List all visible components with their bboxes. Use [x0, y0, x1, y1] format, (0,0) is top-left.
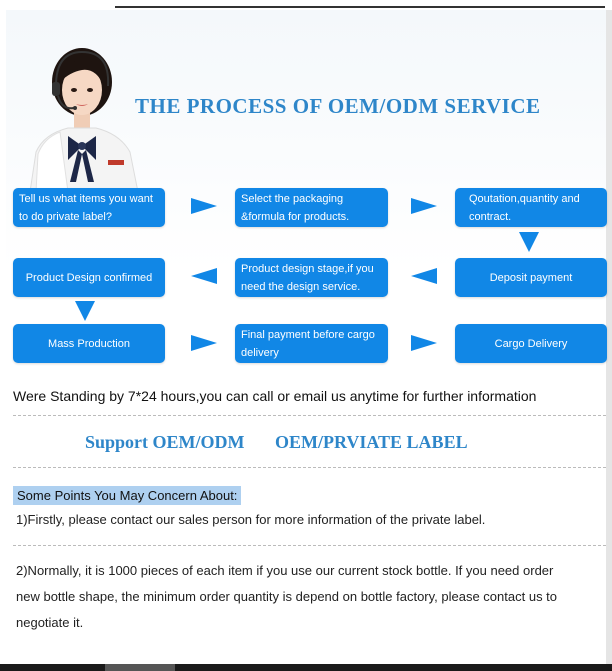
step-label: Select the packaging &formula for products. [241, 192, 350, 223]
step-mass-production [13, 324, 165, 363]
page-title: THE PROCESS OF OEM/ODM SERVICE [135, 94, 541, 118]
step-deposit-payment [455, 258, 607, 297]
arrow-down-icon [75, 301, 95, 321]
arrow-right-icon [411, 198, 437, 214]
arrow-right-icon [191, 335, 217, 351]
arrow-left-icon [191, 268, 217, 284]
step-label: Product design stage,if you need the design service. [241, 262, 374, 293]
standby-notice: Were Standing by 7*24 hours,you can call or email us anytime for further information [13, 388, 537, 404]
support-oem-odm: Support OEM/ODM [85, 432, 245, 452]
step-tell-items [13, 188, 165, 227]
concern-point-2: 2)Normally, it is 1000 pieces of each item if you use our current stock bottle. If you need order new bottle shape, the minimum order quantity is depend on bottle factory, please contact us to negotiate it. [16, 563, 558, 630]
arrow-down-icon [519, 232, 539, 252]
arrow-right-icon [191, 198, 217, 214]
step-label: Tell us what items you want to do private label? [19, 192, 153, 223]
step-cargo-delivery [455, 324, 607, 363]
divider [13, 545, 606, 546]
step-product-design-confirmed [13, 258, 165, 297]
step-label: Product Design confirmed [25, 271, 153, 284]
top-divider [115, 6, 605, 8]
step-label: Deposit payment [489, 271, 573, 284]
step-label: Qoutation,quantity and contract. [469, 192, 580, 223]
step-quotation [455, 188, 607, 227]
step-label: Final payment before cargo delivery [241, 328, 375, 359]
step-label: Cargo Delivery [494, 337, 568, 350]
top-bar [0, 0, 612, 10]
scroll-segment [105, 664, 175, 671]
step-final-payment [235, 324, 388, 363]
arrow-right-icon [411, 335, 437, 351]
arrow-left-icon [411, 268, 437, 284]
concern-point-1: 1)Firstly, please contact our sales person for more information of the private label. [16, 512, 486, 527]
step-label: Mass Production [48, 337, 130, 350]
step-product-design-stage [235, 258, 388, 297]
bottom-bar [0, 664, 612, 671]
concern-heading: Some Points You May Concern About: [13, 486, 241, 505]
support-banner [85, 432, 468, 453]
support-private-label: OEM/PRVIATE LABEL [275, 432, 468, 452]
divider [13, 415, 606, 416]
divider [13, 467, 606, 468]
step-select-packaging [235, 188, 388, 227]
